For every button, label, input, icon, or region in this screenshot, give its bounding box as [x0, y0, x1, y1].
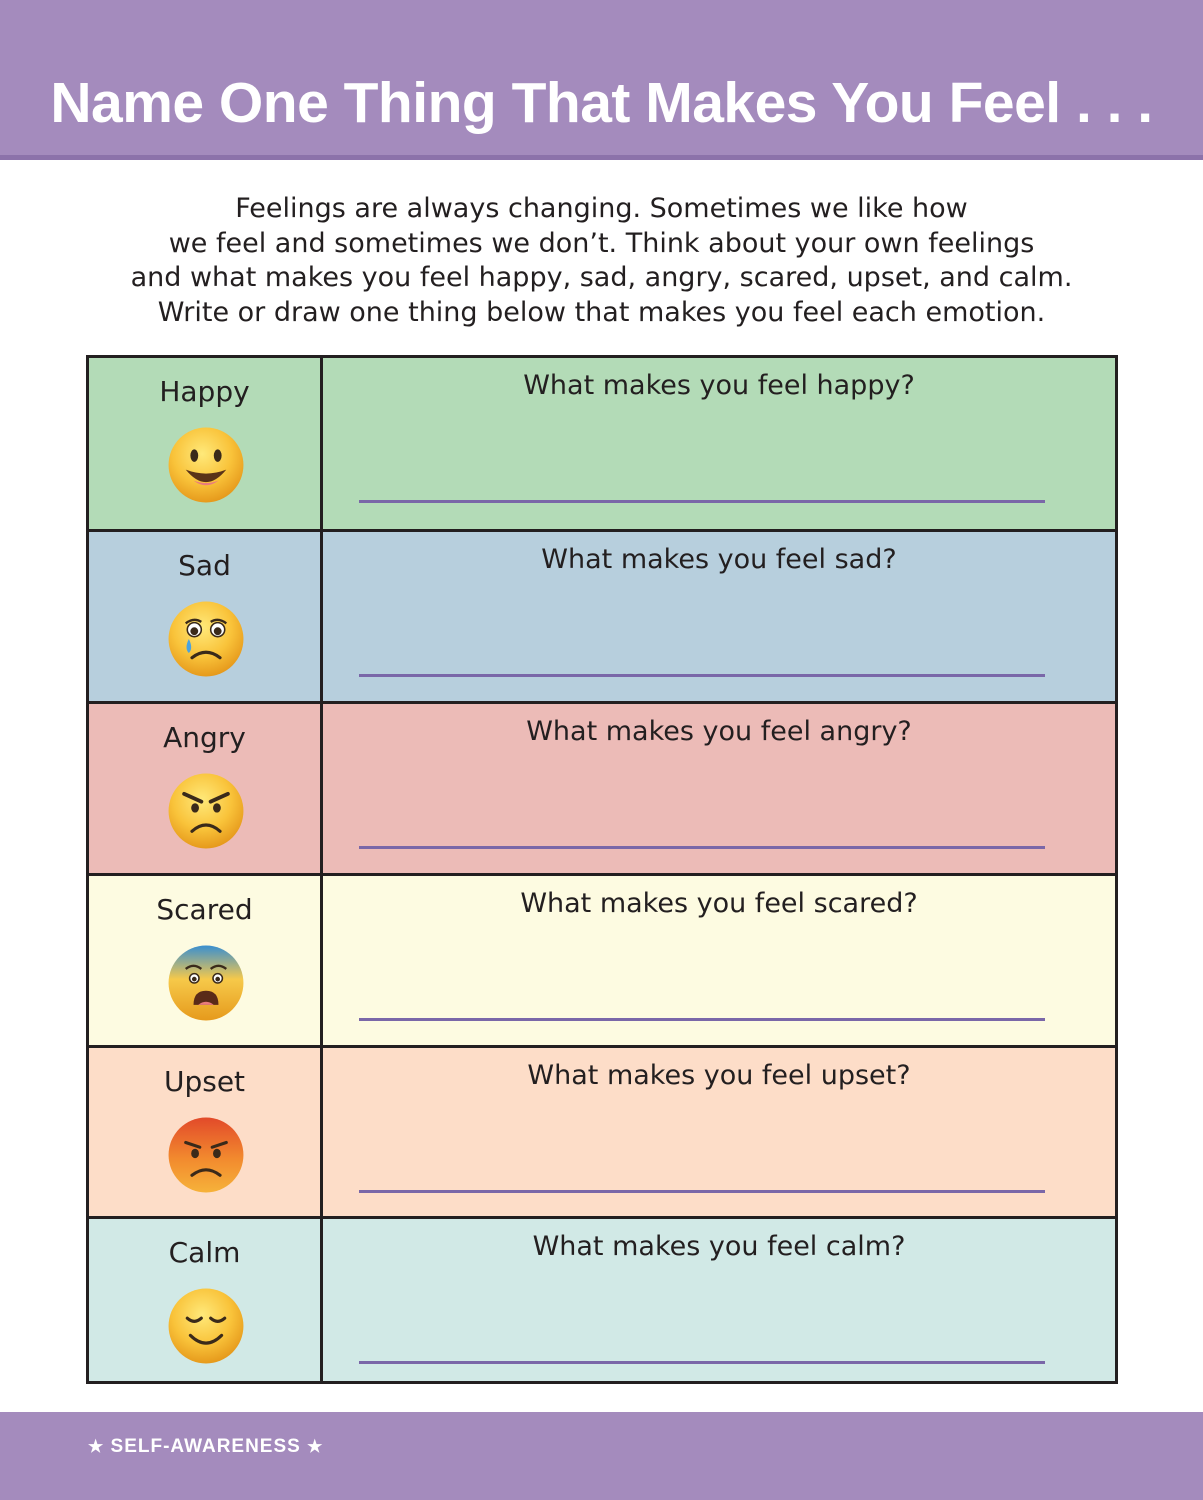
- happy-face-icon: [167, 426, 245, 504]
- feelings-table: [86, 355, 1118, 1384]
- section-tag: [88, 1434, 323, 1460]
- emotion-label: Scared: [156, 893, 253, 926]
- question-text: What makes you feel sad?: [541, 544, 897, 575]
- answer-line[interactable]: [359, 1018, 1045, 1021]
- feeling-row-happy: [89, 358, 1115, 529]
- calm-face-icon: [167, 1287, 245, 1365]
- intro-line: Feelings are always changing. Sometimes we like how: [235, 193, 968, 224]
- answer-line[interactable]: [359, 674, 1045, 677]
- emotion-label: Upset: [163, 1065, 246, 1098]
- feeling-row-sad: [89, 529, 1115, 701]
- crying-face-icon: [167, 600, 245, 678]
- emotion-label: Happy: [159, 375, 250, 408]
- header-banner: [0, 0, 1203, 160]
- answer-line[interactable]: [359, 846, 1045, 849]
- page-title: Name One Thing That Makes You Feel . . .: [50, 71, 1153, 135]
- intro-line: Write or draw one thing below that makes you feel each emotion.: [157, 296, 1046, 328]
- intro-line: we feel and sometimes we don’t. Think about your own feelings: [168, 227, 1035, 259]
- star-icon: ★: [88, 1437, 105, 1456]
- feeling-row-angry: [89, 701, 1115, 873]
- answer-line[interactable]: [359, 1361, 1045, 1364]
- emotion-label: Angry: [163, 721, 246, 754]
- answer-line[interactable]: [359, 500, 1045, 503]
- emotion-label: Calm: [168, 1236, 241, 1269]
- footer-banner: [0, 1412, 1203, 1500]
- question-text: What makes you feel happy?: [523, 370, 915, 401]
- emotion-label: Sad: [178, 549, 231, 582]
- star-icon: ★: [307, 1437, 324, 1456]
- angry-face-icon: [167, 772, 245, 850]
- answer-line[interactable]: [359, 1190, 1045, 1193]
- feeling-row-scared: [89, 873, 1115, 1045]
- intro-text: [100, 192, 1103, 330]
- section-tag-label: SELF-AWARENESS: [110, 1436, 301, 1457]
- intro-line: and what makes you feel happy, sad, angry, scared, upset, and calm.: [130, 262, 1073, 293]
- upset-face-icon: [167, 1116, 245, 1194]
- feeling-row-upset: [89, 1045, 1115, 1216]
- feeling-row-calm: [89, 1216, 1115, 1381]
- question-text: What makes you feel angry?: [526, 716, 912, 747]
- question-text: What makes you feel upset?: [527, 1060, 911, 1091]
- scared-face-icon: [167, 944, 245, 1022]
- question-text: What makes you feel calm?: [532, 1231, 906, 1262]
- question-text: What makes you feel scared?: [520, 888, 918, 919]
